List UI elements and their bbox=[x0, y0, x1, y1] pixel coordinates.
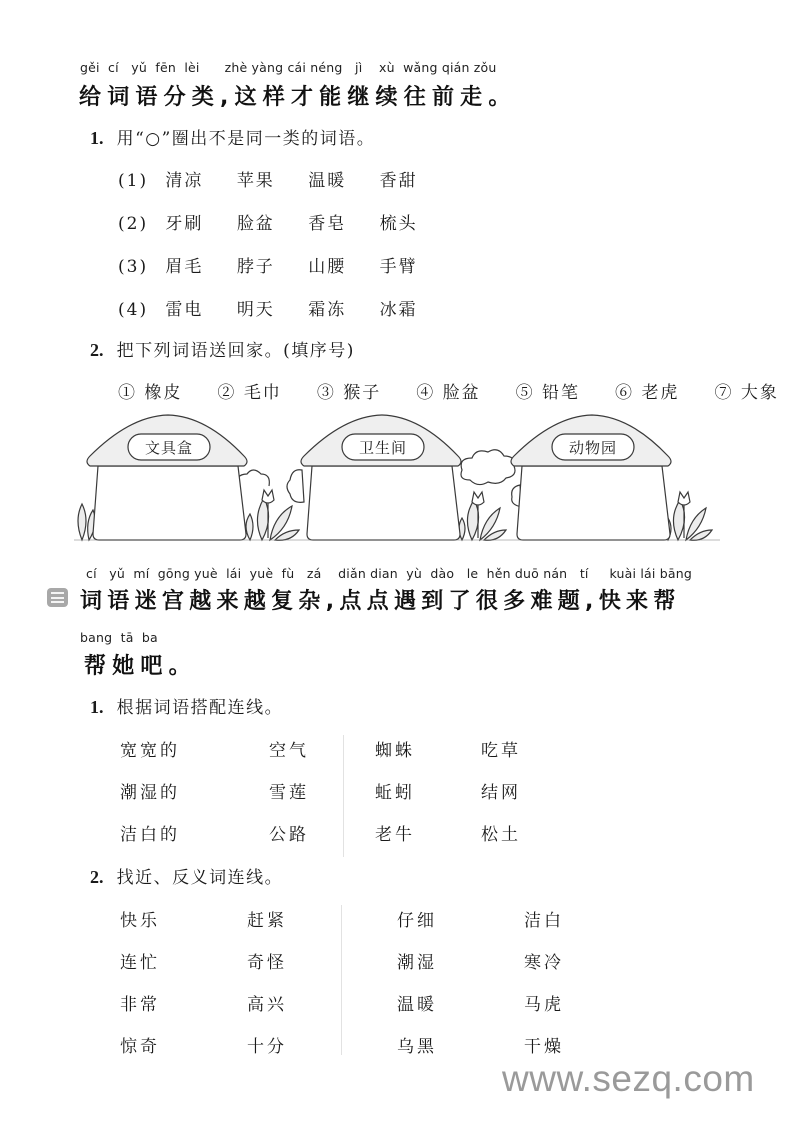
section3-pinyin-line1: cí yǔ mí gōng yuè lái yuè fù zá diǎn dian yù dào le hěn duō nán tí kuài lái bāng bbox=[86, 566, 692, 581]
classification-row bbox=[118, 295, 444, 338]
match-word[interactable]: 宽宽的 bbox=[120, 741, 180, 761]
word-bank-item: ③ 猴子 bbox=[316, 383, 382, 403]
word-option[interactable]: 手臂 bbox=[379, 257, 418, 277]
word-option[interactable]: 温暖 bbox=[308, 171, 347, 191]
column-divider bbox=[343, 735, 344, 857]
word-option[interactable]: 明天 bbox=[236, 300, 275, 320]
classification-row bbox=[118, 166, 444, 209]
question-instruction: 找近、反义词连线。 bbox=[116, 868, 284, 888]
answer-box-bathroom[interactable] bbox=[318, 472, 448, 534]
word-bank-item: ④ 脸盆 bbox=[416, 383, 481, 403]
q1-heading bbox=[90, 124, 375, 149]
match-word[interactable]: 洁白的 bbox=[120, 825, 180, 845]
s3-q2-heading bbox=[90, 863, 283, 888]
antonym-word[interactable]: 洁白 bbox=[524, 911, 564, 931]
word-bank-item: ② 毛巾 bbox=[217, 383, 282, 403]
section2-title: 给词语分类,这样才能继续往前走。 bbox=[79, 85, 517, 110]
word-option[interactable]: 眉毛 bbox=[165, 257, 204, 277]
word-option[interactable]: 山腰 bbox=[308, 257, 347, 277]
antonym-word[interactable]: 仔细 bbox=[397, 911, 437, 931]
row-label: (3) bbox=[118, 257, 149, 277]
antonym-word[interactable]: 潮湿 bbox=[397, 953, 437, 973]
house-label-bathroom: 卫生间 bbox=[358, 439, 407, 457]
row-label: (1) bbox=[118, 171, 149, 191]
section3-pinyin-line2: bang tā ba bbox=[80, 630, 158, 645]
match-word[interactable]: 公路 bbox=[269, 825, 309, 845]
word-option[interactable]: 香皂 bbox=[308, 214, 347, 234]
question-number: 2. bbox=[90, 867, 104, 887]
row-label: (4) bbox=[118, 300, 149, 320]
question-instruction: 把下列词语送回家。(填序号) bbox=[116, 341, 355, 361]
question-instruction: 根据词语搭配连线。 bbox=[116, 698, 284, 718]
answer-box-zoo[interactable] bbox=[528, 472, 658, 534]
word-option[interactable]: 脸盆 bbox=[236, 214, 275, 234]
antonym-word[interactable]: 温暖 bbox=[397, 995, 437, 1015]
word-bank-item: ① 橡皮 bbox=[118, 383, 183, 403]
word-option[interactable]: 脖子 bbox=[236, 257, 275, 277]
answer-box-stationery[interactable] bbox=[104, 472, 234, 534]
synonym-word[interactable]: 高兴 bbox=[247, 995, 287, 1015]
word-option[interactable]: 香甜 bbox=[379, 171, 418, 191]
section3-title-line1: 词语迷宫越来越复杂,点点遇到了很多难题,快来帮 bbox=[80, 589, 681, 614]
match-word[interactable]: 松土 bbox=[481, 825, 521, 845]
section3-title-line2: 帮她吧。 bbox=[84, 654, 197, 679]
q2-heading bbox=[90, 336, 355, 361]
section2-pinyin: gěi cí yǔ fēn lèi zhè yàng cái néng jì xù wǎng qián zǒu bbox=[80, 60, 497, 75]
word-option[interactable]: 梳头 bbox=[379, 214, 418, 234]
antonym-word[interactable]: 乌黑 bbox=[397, 1037, 437, 1057]
word-option[interactable]: 苹果 bbox=[236, 171, 275, 191]
house-label-zoo: 动物园 bbox=[568, 439, 617, 457]
classification-row bbox=[118, 252, 444, 295]
match-word[interactable]: 空气 bbox=[269, 741, 309, 761]
column-divider bbox=[341, 905, 342, 1055]
word-option[interactable]: 牙刷 bbox=[165, 214, 204, 234]
antonym-word[interactable]: 寒冷 bbox=[524, 953, 564, 973]
synonym-word[interactable]: 连忙 bbox=[120, 953, 160, 973]
antonym-word[interactable]: 马虎 bbox=[524, 995, 564, 1015]
match-word[interactable]: 蜘蛛 bbox=[375, 741, 415, 761]
watermark: www.sezq.com bbox=[502, 1058, 755, 1099]
row-label: (2) bbox=[118, 214, 149, 234]
section-three-icon bbox=[47, 588, 68, 607]
synonym-word[interactable]: 十分 bbox=[247, 1037, 287, 1057]
match-word[interactable]: 结网 bbox=[481, 783, 521, 803]
classification-list bbox=[118, 166, 444, 338]
word-bank-item: ⑥ 老虎 bbox=[615, 383, 680, 403]
question-number: 2. bbox=[90, 340, 104, 360]
house-label-stationery: 文具盒 bbox=[144, 439, 193, 457]
synonym-word[interactable]: 奇怪 bbox=[247, 953, 287, 973]
word-option[interactable]: 雷电 bbox=[165, 300, 204, 320]
word-bank-item: ⑤ 铅笔 bbox=[515, 383, 581, 403]
word-option[interactable]: 冰霜 bbox=[379, 300, 418, 320]
question-number: 1. bbox=[90, 128, 104, 148]
antonym-word[interactable]: 干燥 bbox=[524, 1037, 564, 1057]
match-word[interactable]: 潮湿的 bbox=[120, 783, 180, 803]
synonym-word[interactable]: 赶紧 bbox=[247, 911, 287, 931]
s3-q1-heading bbox=[90, 693, 283, 718]
match-word[interactable]: 吃草 bbox=[481, 741, 521, 761]
word-bank-item: ⑦ 大象 bbox=[714, 383, 779, 403]
question-instruction: 用“○”圈出不是同一类的词语。 bbox=[116, 129, 376, 149]
synonym-word[interactable]: 快乐 bbox=[120, 911, 160, 931]
word-option[interactable]: 霜冻 bbox=[308, 300, 347, 320]
question-number: 1. bbox=[90, 697, 104, 717]
match-word[interactable]: 雪莲 bbox=[269, 783, 309, 803]
classification-row bbox=[118, 209, 444, 252]
match-word[interactable]: 蚯蚓 bbox=[375, 783, 415, 803]
synonym-word[interactable]: 非常 bbox=[120, 995, 160, 1015]
word-option[interactable]: 清凉 bbox=[165, 171, 204, 191]
word-bank bbox=[118, 378, 779, 403]
match-word[interactable]: 老牛 bbox=[375, 825, 415, 845]
synonym-word[interactable]: 惊奇 bbox=[120, 1037, 160, 1057]
